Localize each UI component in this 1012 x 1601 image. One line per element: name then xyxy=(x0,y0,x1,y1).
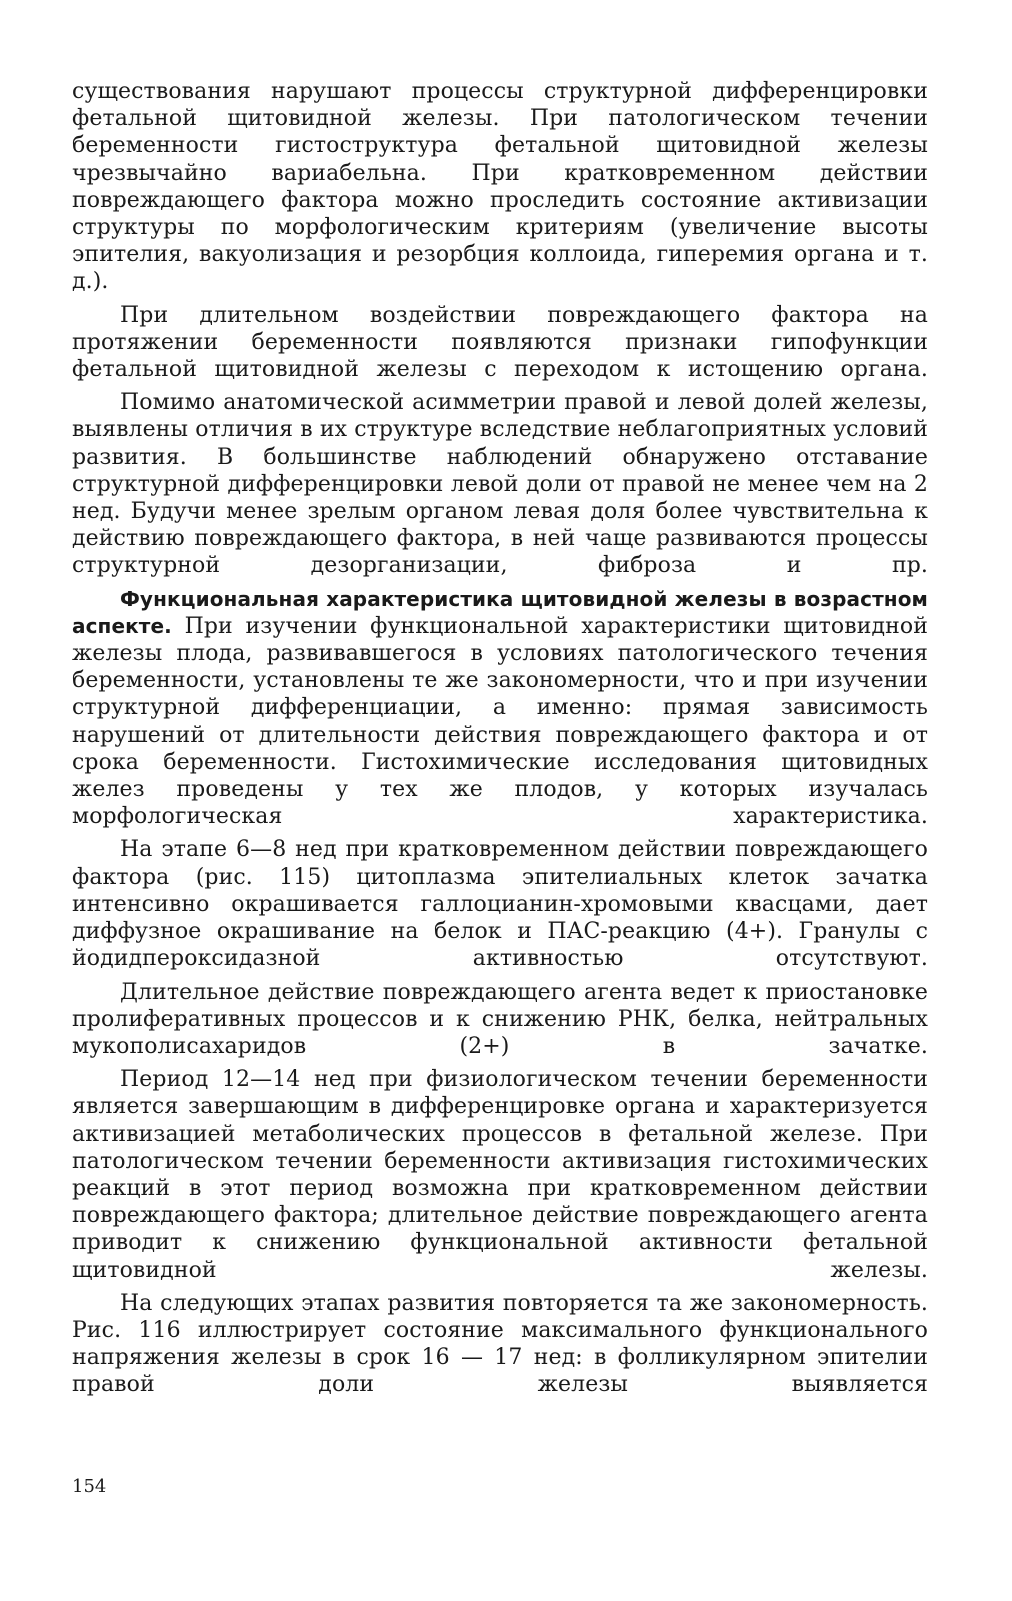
paragraph-6: Длительное действие повреждающего агента ведет к приостановке пролиферативных процессов и к снижению РНК, белка, нейтральных мукополисахаридов (2+) в зачатке. xyxy=(72,979,928,1059)
paragraph-4-text: При изучении функциональной характеристики щитовидной железы плода, развивавшегося в условиях патологического течения беременности, установлены те же закономерности, что и при изучении структурной дифференциации, а именно: прямая зависимость нарушений от длительности действия повреждающего фактора и от срока беременности. Гистохимические исследования щитовидных желез проведены у тех же плодов, у которых изучалась морфологическая характеристика. xyxy=(72,613,928,830)
page-number: 154 xyxy=(72,1476,107,1497)
paragraph-7: Период 12—14 нед при физиологическом течении беременности является завершающим в дифференцировке органа и характеризуется активизацией метаболических процессов в фетальной железе. При патологическом течении беременности активизация гистохимических реакций в этот период возможна при кратковременном действии повреждающего фактора; длительное действие повреждающего агента приводит к снижению функциональной активности фетальной щитовидной железы. xyxy=(72,1067,928,1283)
paragraph-5: На этапе 6—8 нед при кратковременном действии повреждающего фактора (рис. 115) цитоплазма эпителиальных клеток зачатка интенсивно окрашивается галлоцианин-хромовыми квасцами, дает диффузное окрашивание на белок и ПАС-реакцию (4+). Гранулы с йодидпероксидазной активностью отсутствуют. xyxy=(72,837,928,972)
paragraph-3: Помимо анатомической асимметрии правой и левой долей железы, выявлены отличия в их структуре вследствие неблагоприятных условий развития. В большинстве наблюдений обнаружено отставание структурной дифференцировки левой доли от правой не менее чем на 2 нед. Будучи менее зрелым органом левая доля более чувствительна к действию повреждающего фактора, в ней чаще развиваются процессы структурной дезорганизации, фиброза и пр. xyxy=(72,390,928,579)
paragraph-2: При длительном воздействии повреждающего фактора на протяжении беременности появляются признаки гипофункции фетальной щитовидной железы с переходом к истощению органа. xyxy=(72,302,928,383)
paragraph-4 xyxy=(72,586,928,831)
paragraph-1: существования нарушают процессы структурной дифференцировки фетальной щитовидной железы. При патологическом течении беременности гистоструктура фетальной щитовидной железы чрезвычайно вариабельна. При кратковременном действии повреждающего фактора можно проследить состояние активизации структуры по морфологическим критериям (увеличение высоты эпителия, вакуолизация и резорбция коллоида, гиперемия органа и т. д.). xyxy=(72,79,928,295)
page-body xyxy=(72,78,928,1399)
paragraph-8: На следующих этапах развития повторяется та же закономерность. Рис. 116 иллюстрирует состояние максимального функционального напряжения железы в срок 16 — 17 нед: в фолликулярном эпителии правой доли железы выявляется xyxy=(72,1290,928,1398)
section-heading: Функциональная характеристика щитовидной железы в возрастном аспекте. xyxy=(72,586,928,638)
